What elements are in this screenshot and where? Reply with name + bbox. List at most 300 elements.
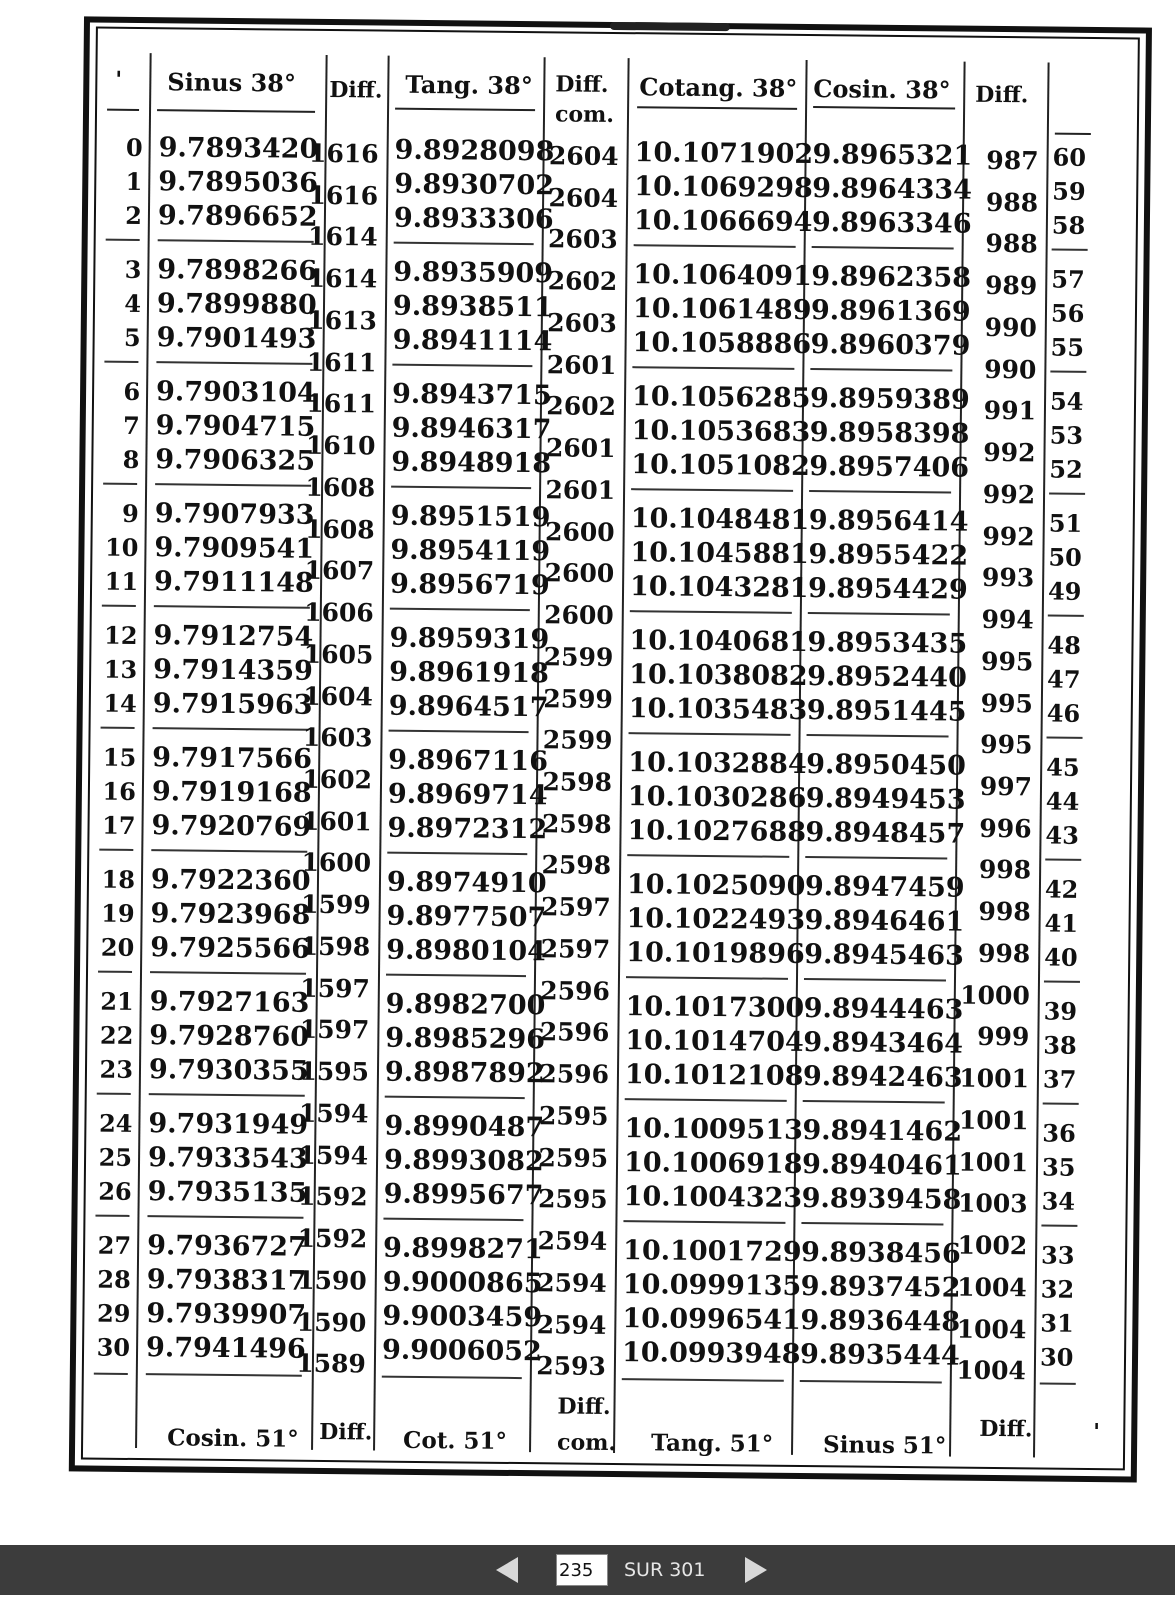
diff2-value: 995 (980, 646, 1034, 677)
block-minutes-right (1045, 751, 1088, 853)
cotang-cell: 10.1053683 (631, 415, 811, 449)
diffcom-value: 2601 (545, 475, 616, 505)
cosin-cell: 9.8943464 (803, 1026, 964, 1060)
footer-sinus: Sinus 51° (822, 1431, 947, 1460)
block-separator (631, 488, 793, 492)
minute-cell: 5 (123, 322, 141, 353)
block-cosin (805, 748, 967, 852)
next-page-button[interactable] (745, 1557, 767, 1583)
block-sinus (150, 863, 311, 967)
block-minutes-right (1049, 385, 1092, 487)
cosin-cell: 9.8965321 (812, 139, 973, 172)
minute-cell: 2 (125, 200, 143, 231)
block-minutes-right (1041, 1117, 1084, 1219)
diff2-value: 1004 (956, 1314, 1027, 1345)
block-cosin (799, 1236, 961, 1374)
minute-right-cell: 40 (1044, 942, 1078, 972)
minute-cell: 17 (102, 810, 136, 840)
minute-right-cell: 46 (1046, 698, 1081, 728)
block-sinus (146, 1229, 307, 1367)
tang-cell: 9.8935909 (393, 256, 554, 290)
minute-right-cell: 58 (1051, 210, 1086, 240)
block-separator (634, 244, 796, 248)
block-separator (1049, 493, 1085, 495)
minute-cell: 29 (96, 1298, 131, 1328)
block-separator (805, 856, 947, 859)
block-separator (1050, 371, 1086, 373)
cotang-cell: 10.1022493 (626, 903, 806, 937)
block-separator (158, 239, 314, 243)
minute-right-cell: 39 (1043, 996, 1078, 1026)
diff1-value: 1614 (307, 221, 378, 252)
block-sinus (153, 619, 314, 723)
diffcom-value: 2600 (544, 600, 614, 630)
tang-cell: 9.9000865 (382, 1266, 543, 1300)
minute-right-cell: 41 (1044, 908, 1079, 938)
sinus-cell: 9.7936727 (146, 1230, 308, 1263)
header-diff-right: Diff. (975, 81, 1029, 109)
cosin-cell: 9.8958398 (809, 417, 970, 450)
block-separator (387, 852, 527, 855)
block-separator (808, 612, 950, 615)
header-rule (1055, 133, 1091, 135)
block-cotang (626, 868, 806, 972)
diff1-value: 1606 (304, 597, 374, 628)
header-tang: Tang. 38° (405, 69, 533, 101)
cosin-cell: 9.8961369 (810, 295, 971, 328)
table-bottom-rule (622, 1378, 784, 1382)
sinus-cell: 9.7939907 (146, 1298, 307, 1331)
tang-cell: 9.8972312 (387, 812, 548, 846)
minute-right-cell: 55 (1050, 332, 1085, 362)
table-bottom-rule (146, 1373, 302, 1377)
block-separator (394, 242, 534, 245)
sinus-cell: 9.7901493 (156, 322, 317, 355)
block-minutes-right (1040, 1238, 1083, 1374)
block-separator (151, 849, 307, 853)
block-separator (106, 239, 140, 241)
footer-diff-right: Diff. (979, 1415, 1033, 1443)
block-separator (154, 605, 310, 609)
diff1-value: 1607 (304, 555, 375, 586)
diff1-value: 1598 (300, 931, 371, 962)
minute-right-cell: 51 (1048, 508, 1083, 538)
tang-cell: 9.8954119 (390, 534, 551, 568)
cosin-cell: 9.8947459 (804, 871, 965, 904)
tang-cell: 9.8941114 (392, 324, 553, 358)
diff2-value: 988 (985, 187, 1039, 218)
minute-right-cell: 44 (1045, 786, 1080, 816)
block-separator (149, 1093, 305, 1097)
block-sinus (154, 497, 315, 601)
block-separator (1043, 1103, 1079, 1105)
sinus-cell: 9.7923968 (150, 898, 311, 931)
minute-right-cell: 60 (1052, 142, 1087, 172)
minute-cell: 20 (100, 932, 135, 962)
block-separator (807, 734, 949, 737)
cosin-cell: 9.8962358 (811, 261, 972, 294)
cosin-cell: 9.8949453 (805, 783, 966, 816)
block-separator (103, 483, 137, 485)
diff1-value: 1592 (297, 1181, 368, 1212)
block-tang (393, 134, 555, 238)
tang-cell: 9.8969714 (387, 778, 548, 812)
diff2-value: 998 (977, 938, 1031, 969)
diff1-value: 1616 (308, 180, 379, 211)
diff2-value: 990 (984, 354, 1037, 385)
diffcom-value: 2602 (546, 391, 617, 421)
minute-cell: 30 (96, 1332, 131, 1362)
cotang-cell: 10.1045881 (630, 537, 810, 571)
block-minutes-right (1050, 263, 1093, 365)
minute-right-cell: 31 (1040, 1308, 1074, 1338)
block-separator (392, 364, 532, 367)
diffcom-value: 2602 (547, 266, 618, 297)
cotang-cell: 10.0996541 (622, 1303, 802, 1336)
cotang-cell: 10.1032884 (628, 747, 807, 781)
minute-right-cell: 33 (1040, 1240, 1075, 1270)
cosin-cell: 9.8954429 (807, 573, 968, 606)
page-number-input[interactable] (556, 1554, 608, 1586)
block-cotang (631, 380, 811, 484)
minute-cell: 10 (104, 532, 139, 563)
diffcom-value: 2599 (543, 684, 614, 714)
block-sinus (148, 1107, 309, 1211)
sinus-cell: 9.7899880 (156, 288, 317, 321)
tang-cell: 9.9006052 (381, 1334, 542, 1368)
block-tang (381, 1232, 544, 1370)
cosin-cell: 9.8942463 (802, 1060, 963, 1094)
diffcom-value: 2598 (542, 767, 613, 797)
sinus-cell: 9.7922360 (150, 864, 311, 897)
block-sinus (156, 253, 317, 357)
minute-right-cell: 59 (1052, 176, 1086, 206)
minute-right-cell: 52 (1049, 454, 1083, 484)
block-cotang (629, 502, 810, 606)
cotang-cell: 10.1006918 (623, 1147, 803, 1180)
diff1-value: 1600 (301, 847, 372, 878)
diff1-value: 1589 (296, 1348, 367, 1379)
diff2-value: 1001 (959, 1063, 1030, 1094)
diffcom-value: 2595 (537, 1184, 608, 1214)
tang-cell: 9.8977507 (386, 900, 547, 934)
diff2-value: 998 (978, 896, 1031, 927)
block-separator (1044, 981, 1080, 983)
block-separator (95, 1215, 129, 1217)
diffcom-value: 2595 (538, 1101, 609, 1131)
header-diff: Diff. (329, 76, 383, 104)
tang-cell: 9.8928098 (394, 134, 555, 168)
block-separator (98, 971, 132, 973)
minute-cell: 0 (125, 132, 143, 163)
diff1-value: 1594 (298, 1140, 369, 1171)
block-cotang (633, 136, 814, 240)
block-separator (155, 483, 311, 487)
sinus-cell: 9.7917566 (152, 742, 313, 775)
minute-cell: 13 (103, 654, 138, 684)
sinus-cell: 9.7906325 (155, 444, 316, 477)
minute-cell: 16 (102, 776, 137, 806)
table-inner-frame (81, 27, 1140, 1471)
cotang-cell: 10.1064091 (633, 259, 812, 293)
block-minutes-left (106, 253, 141, 355)
block-separator (104, 361, 138, 363)
cosin-cell: 9.8955422 (808, 539, 969, 572)
header-cosin: Cosin. 38° (813, 74, 951, 105)
diff2-value: 1004 (957, 1272, 1027, 1303)
sinus-cell: 9.7930355 (148, 1054, 309, 1087)
diffcom-value: 2596 (540, 976, 610, 1006)
block-minutes-right (1044, 873, 1087, 975)
diff1-value: 1597 (300, 973, 371, 1004)
minute-right-cell: 45 (1046, 752, 1080, 782)
minute-right-cell: 34 (1041, 1186, 1076, 1216)
cosin-cell: 9.8940461 (801, 1148, 962, 1182)
cosin-cell: 9.8956414 (808, 505, 969, 538)
minute-cell: 8 (122, 444, 140, 475)
block-separator (804, 978, 946, 981)
cosin-cell: 9.8953435 (807, 627, 968, 660)
sinus-cell: 9.7933543 (147, 1142, 308, 1175)
cosin-cell: 9.8935444 (799, 1338, 960, 1372)
diff1-value: 1610 (305, 430, 376, 461)
cotang-cell: 10.1035483 (628, 693, 808, 727)
table-bottom-rule (382, 1376, 522, 1379)
cosin-cell: 9.8945463 (804, 939, 965, 972)
block-cosin (809, 382, 970, 486)
header-rule (107, 109, 139, 111)
diff2-value: 995 (980, 688, 1034, 719)
sinus-cell: 9.7907933 (154, 498, 315, 531)
diff1-value: 1614 (307, 263, 378, 294)
minute-right-cell: 32 (1040, 1274, 1075, 1304)
block-minutes-right (1043, 995, 1086, 1097)
cosin-cell: 9.8959389 (809, 383, 970, 416)
cosin-cell: 9.8946461 (804, 905, 965, 938)
block-separator (390, 608, 530, 611)
block-separator (1048, 615, 1084, 617)
diff2-value: 990 (984, 312, 1037, 343)
cotang-cell: 10.1014704 (625, 1025, 804, 1059)
sinus-cell: 9.7895036 (158, 166, 319, 199)
sinus-cell: 9.7911148 (153, 566, 314, 599)
cosin-cell: 9.8963346 (811, 207, 972, 240)
block-separator (1041, 1225, 1077, 1227)
block-cosin (810, 260, 972, 364)
block-tang (389, 500, 551, 604)
tang-cell: 9.8948918 (391, 446, 552, 480)
minute-cell: 9 (121, 498, 139, 529)
minute-cell: 3 (124, 254, 142, 285)
diff-column (296, 131, 383, 1384)
diff2-value: 991 (983, 395, 1037, 426)
minute-cell: 1 (125, 166, 143, 197)
diff1-value: 1611 (306, 347, 377, 378)
cosin-cell: 9.8957406 (809, 451, 970, 484)
page-top-mark (610, 22, 730, 31)
minute-right-cell: 49 (1047, 576, 1082, 606)
tang-cell: 9.8980104 (386, 934, 547, 968)
diffcom-value: 2594 (536, 1310, 607, 1340)
cosin-cell: 9.8936448 (800, 1304, 961, 1338)
tang-cell: 9.9003459 (382, 1300, 543, 1334)
sinus-cell: 9.7928760 (149, 1020, 310, 1053)
block-minutes-left (101, 741, 136, 843)
tang-cell: 9.8964517 (388, 690, 549, 724)
minute-cell: 7 (122, 410, 140, 441)
diff2-value: 992 (983, 437, 1036, 468)
block-separator (623, 1220, 785, 1224)
block-separator (626, 976, 788, 980)
diffcom-value: 2597 (540, 892, 611, 922)
block-cotang (621, 1234, 802, 1372)
diffcom-value: 2599 (543, 642, 614, 672)
cotang-cell: 10.1043281 (629, 571, 809, 605)
tang-cell: 9.8956719 (389, 568, 550, 602)
diff1-value: 1604 (303, 681, 374, 712)
diff2-value: 994 (981, 604, 1034, 635)
diff2-value: 987 (986, 145, 1039, 176)
diff2-value: 1002 (957, 1230, 1028, 1261)
block-separator (627, 854, 789, 858)
previous-page-button[interactable] (496, 1557, 518, 1583)
diffcom-value: 2594 (537, 1226, 608, 1256)
diff2-value: 995 (980, 729, 1033, 760)
cotang-cell: 10.1030286 (627, 781, 807, 815)
block-cotang (627, 746, 807, 850)
page-total-label: SUR 301 (624, 1559, 706, 1581)
diffcom-value: 2595 (538, 1143, 609, 1173)
minute-cell: 28 (97, 1264, 131, 1294)
block-sinus (151, 741, 312, 845)
minute-cell: 23 (99, 1054, 134, 1084)
block-sinus (149, 985, 310, 1089)
diff1-value: 1608 (305, 472, 376, 503)
cosin-cell: 9.8952440 (806, 661, 968, 694)
block-separator (385, 1096, 525, 1099)
header-rule (813, 106, 955, 109)
block-separator (801, 1222, 943, 1225)
tang-cell: 9.8985296 (385, 1022, 546, 1056)
diff2-value: 997 (979, 771, 1033, 802)
block-tang (392, 256, 554, 360)
diff1-value: 1590 (297, 1265, 367, 1296)
block-separator (156, 361, 312, 365)
block-cotang (628, 624, 809, 728)
diff2-value: 989 (984, 270, 1038, 301)
cotang-cell: 10.1066694 (633, 205, 813, 239)
minute-cell: 6 (123, 376, 141, 407)
cotang-cell: 10.1025090 (626, 869, 806, 903)
header-rule (157, 109, 315, 113)
tang-cell: 9.8998271 (382, 1232, 544, 1266)
diff1-value: 1613 (307, 305, 378, 336)
tang-cell: 9.8967116 (388, 744, 549, 778)
block-minutes-left (103, 619, 138, 721)
block-cosin (802, 992, 964, 1096)
header-diff-com-line1: Diff. (555, 71, 609, 98)
tang-cell: 9.8990487 (384, 1110, 545, 1144)
diff1-value: 1599 (300, 889, 371, 920)
block-separator (1052, 249, 1088, 251)
diff2-value: 998 (978, 854, 1032, 885)
cosin-cell: 9.8938456 (800, 1236, 961, 1270)
block-minutes-left (108, 131, 143, 233)
minute-cell: 21 (100, 986, 134, 1016)
minute-cell: 19 (101, 898, 135, 928)
block-separator (810, 368, 952, 371)
cotang-cell: 10.1058886 (632, 327, 812, 361)
tang-cell: 9.8943715 (391, 378, 552, 412)
block-separator (389, 730, 529, 733)
minute-cell: 18 (101, 864, 136, 894)
cotang-cell: 10.1004323 (623, 1181, 803, 1214)
block-tang (384, 988, 546, 1092)
minute-cell: 24 (98, 1108, 133, 1138)
block-separator (97, 1093, 131, 1095)
diff2-value: 992 (982, 479, 1036, 510)
block-separator (147, 1215, 303, 1219)
footer-diff-com-line1: Diff. (557, 1393, 611, 1420)
cotang-cell: 10.1051082 (631, 449, 811, 483)
block-separator (150, 971, 306, 975)
tang-cell: 9.8951519 (390, 500, 551, 534)
table-bottom-rule (800, 1380, 942, 1383)
block-separator (632, 366, 794, 370)
minute-cell: 22 (99, 1020, 134, 1050)
header-cotang: Cotang. 38° (639, 72, 798, 103)
cotang-cell: 10.1017300 (625, 991, 805, 1025)
cotang-cell: 10.0993948 (621, 1337, 801, 1370)
footer-diff: Diff. (319, 1418, 373, 1446)
block-minutes-right (1047, 629, 1090, 731)
cosin-cell: 9.8950450 (806, 749, 967, 782)
minute-cell: 12 (103, 620, 138, 651)
footer-cosin: Cosin. 51° (167, 1424, 299, 1453)
diff2-value: 1003 (957, 1188, 1028, 1219)
block-minutes-left (96, 1229, 131, 1365)
diffcom-value: 2597 (540, 934, 611, 964)
footer-diff-com-line2: com. (556, 1429, 617, 1457)
block-cosin (807, 504, 969, 608)
diff1-value: 1601 (301, 806, 372, 837)
cotang-cell: 10.1069298 (634, 171, 813, 205)
block-cosin (806, 626, 968, 730)
block-minutes-left (105, 375, 140, 477)
block-separator (386, 974, 526, 977)
diffcom-value: 2601 (545, 433, 616, 463)
diff2-value: 1004 (956, 1355, 1027, 1386)
cosin-cell: 9.8948457 (805, 817, 966, 850)
minute-right-cell: 36 (1042, 1118, 1076, 1148)
diff2-value: 1001 (958, 1147, 1029, 1178)
block-minutes-right (1052, 141, 1095, 243)
block-cosin (804, 870, 965, 974)
cotang-cell: 10.1012108 (624, 1059, 804, 1092)
sinus-cell: 9.7915963 (152, 688, 313, 721)
sinus-cell: 9.7925566 (150, 932, 311, 965)
block-separator (101, 727, 135, 729)
diff1-value: 1592 (297, 1223, 368, 1254)
minute-right-cell: 54 (1049, 386, 1084, 416)
diff1-value: 1602 (302, 764, 373, 795)
minute-right-cell: 57 (1051, 264, 1085, 294)
minute-right-cell: 38 (1043, 1030, 1077, 1060)
sinus-cell: 9.7941496 (145, 1332, 306, 1365)
diff2-value: 993 (981, 562, 1035, 593)
viewer-toolbar (0, 1545, 1175, 1595)
cotang-cell: 10.1040681 (629, 625, 809, 659)
